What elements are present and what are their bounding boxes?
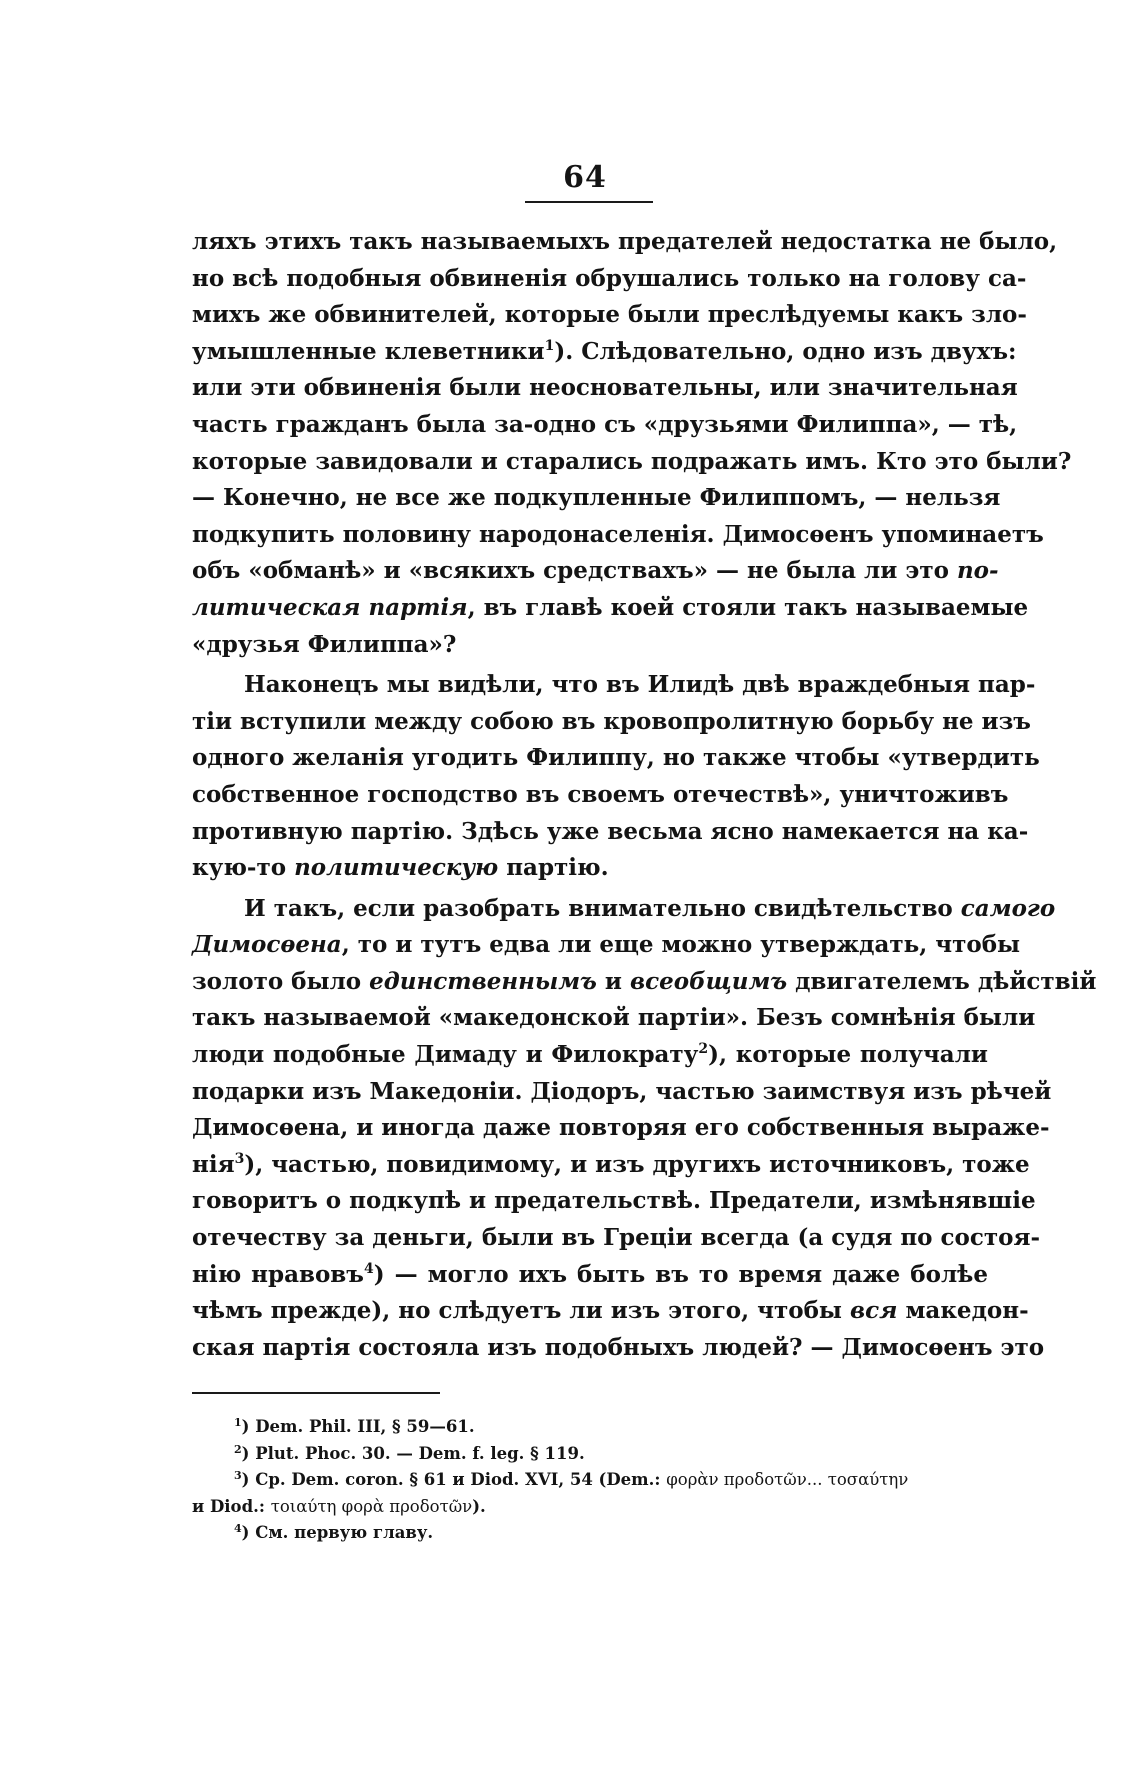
footnote-1 xyxy=(192,1414,992,1441)
text-line: отечеству за деньги, были въ Греціи всегда (а судя по состоя- xyxy=(192,1224,1040,1252)
footnote-text: ) Dem. Phil. III, § 59—61. xyxy=(241,1417,475,1436)
footnote-text: ) Plut. Phoc. 30. — Dem. f. leg. § 119. xyxy=(241,1443,585,1463)
text-segment: чѣмъ прежде), но слѣдуетъ ли изъ этого, чтобы xyxy=(192,1297,842,1325)
footnote-ref: 2 xyxy=(698,1041,709,1058)
text-line: подкупить половину народонаселенія. Димосѳенъ упоминаетъ xyxy=(192,520,1044,548)
text-segment: объ «обманѣ» и «всякихъ средствахъ» — не была ли это xyxy=(192,557,949,585)
footnote-mark: 4 xyxy=(234,1522,242,1535)
text-line: противную партію. Здѣсь уже весьма ясно намекается на ка- xyxy=(192,817,1029,845)
text-segment: , въ главѣ коей стояли такъ называемые xyxy=(467,593,1029,621)
paragraph-3 xyxy=(192,891,1097,1367)
text-line: такъ называемой «македонской партіи». Безъ сомнѣнія были xyxy=(192,1004,1036,1032)
footnote-3 xyxy=(192,1467,992,1494)
text-line xyxy=(192,1037,988,1074)
text-line xyxy=(192,334,1017,371)
text-line xyxy=(192,964,1097,1001)
italic-segment: единственнымъ xyxy=(369,967,597,995)
text-line xyxy=(192,1147,1030,1184)
text-line: подарки изъ Македоніи. Діодоръ, частью заимствуя изъ рѣчей xyxy=(192,1077,1052,1105)
text-line: часть гражданъ была за-одно съ «друзьями Филиппа», — тѣ, xyxy=(192,410,1018,438)
body-text xyxy=(192,224,1097,1366)
text-line: которые завидовали и старались подражать имъ. Кто это были? xyxy=(192,447,1072,475)
text-line: ская партія состояла изъ подобныхъ людей? — Димосѳенъ это xyxy=(192,1333,1045,1361)
text-line: или эти обвиненія были неосновательны, или значительная xyxy=(192,374,1018,402)
text-line xyxy=(192,927,1021,964)
footnote-text: ) См. первую главу. xyxy=(241,1523,434,1542)
footnote-text: ) Cp. Dem. coron. § 61 и Diod. XVI, 54 (Dem.: xyxy=(241,1470,661,1489)
italic-segment: вся xyxy=(850,1297,898,1325)
text-line: но всѣ подобныя обвиненія обрушались только на голову са- xyxy=(192,264,1027,292)
footnote-rule xyxy=(192,1392,440,1394)
text-segment: И такъ, если разобрать внимательно свидѣтельство xyxy=(244,894,953,922)
footnotes xyxy=(192,1414,992,1547)
footnote-mark: 2 xyxy=(234,1442,242,1456)
text-line: Димосѳена, и иногда даже повторяя его собственныя выраже- xyxy=(192,1114,1050,1142)
footnote-2 xyxy=(192,1441,992,1468)
text-segment: кую-то xyxy=(192,854,287,882)
text-segment: нію нравовъ xyxy=(192,1260,364,1288)
paragraph-2 xyxy=(192,667,1040,887)
italic-segment: по- xyxy=(956,557,999,585)
text-segment: ), частью, повидимому, и изъ другихъ источниковъ, тоже xyxy=(244,1150,1030,1178)
text-line: «друзья Филиппа»? xyxy=(192,630,457,658)
text-line: михъ же обвинителей, которые были преслѣдуемы какъ зло- xyxy=(192,301,1027,329)
text-line: говоритъ о подкупѣ и предательствѣ. Предатели, измѣнявшіе xyxy=(192,1187,1036,1215)
greek-quote: τοιαύτη φορὰ προδοτῶν xyxy=(270,1496,473,1516)
text-line xyxy=(192,1257,988,1294)
footnote-ref: 4 xyxy=(363,1260,374,1277)
italic-segment: политическую xyxy=(294,854,499,882)
text-segment: ), которые получали xyxy=(708,1041,988,1069)
text-segment: нія xyxy=(192,1150,235,1178)
text-line: тіи вступили между собою въ кровопролитную борьбу не изъ xyxy=(192,707,1031,735)
footnote-ref: 1 xyxy=(544,337,555,354)
footnote-mark: 3 xyxy=(234,1469,242,1482)
text-line xyxy=(192,553,999,590)
footnote-ref: 3 xyxy=(234,1150,245,1167)
italic-segment: Димосѳена xyxy=(192,931,342,959)
text-line xyxy=(192,891,1056,928)
text-segment: , то и тутъ едва ли еще можно утверждать, чтобы xyxy=(341,931,1021,959)
footnote-mark: 1 xyxy=(234,1416,242,1429)
footnote-3-cont xyxy=(192,1494,992,1521)
text-line: — Конечно, не все же подкупленные Филиппомъ, — нельзя xyxy=(192,484,1001,512)
italic-segment: всеобщимъ xyxy=(629,967,788,995)
text-segment: ). Слѣдовательно, одно изъ двухъ: xyxy=(554,337,1017,365)
text-line: одного желанія угодить Филиппу, но также чтобы «утвердить xyxy=(192,744,1040,772)
text-line: ляхъ этихъ такъ называемыхъ предателей недостатка не было, xyxy=(192,228,1058,255)
italic-segment: литическая партія xyxy=(192,593,468,621)
text-line xyxy=(192,1293,1029,1330)
text-line xyxy=(192,590,1029,627)
text-segment: золото было xyxy=(192,967,362,995)
text-segment: люди подобные Димаду и Филократу xyxy=(192,1041,699,1069)
text-line: собственное господство въ своемъ отечествѣ», уничтоживъ xyxy=(192,780,1009,808)
text-line: Наконецъ мы видѣли, что въ Илидѣ двѣ враждебныя пар- xyxy=(244,671,1036,699)
page-number: 64 xyxy=(563,160,607,195)
footnote-text: ). xyxy=(472,1496,486,1516)
text-segment: умышленные клеветники xyxy=(192,337,545,365)
footnote-text: и Diod.: xyxy=(192,1496,265,1516)
greek-quote: φορὰν προδοτῶν... τοσαύτην xyxy=(666,1470,909,1489)
page-number-rule xyxy=(525,201,653,203)
footnote-4 xyxy=(192,1520,992,1547)
text-segment: и xyxy=(604,967,622,995)
italic-segment: самого xyxy=(960,894,1056,922)
text-segment: двигателемъ дѣйствій xyxy=(795,967,1097,995)
text-segment: македон- xyxy=(905,1297,1029,1325)
text-segment: партію. xyxy=(506,854,609,882)
text-line xyxy=(192,850,988,887)
text-segment: ) — могло ихъ быть въ то время даже болѣе xyxy=(373,1260,988,1288)
paragraph-1 xyxy=(192,224,1072,663)
